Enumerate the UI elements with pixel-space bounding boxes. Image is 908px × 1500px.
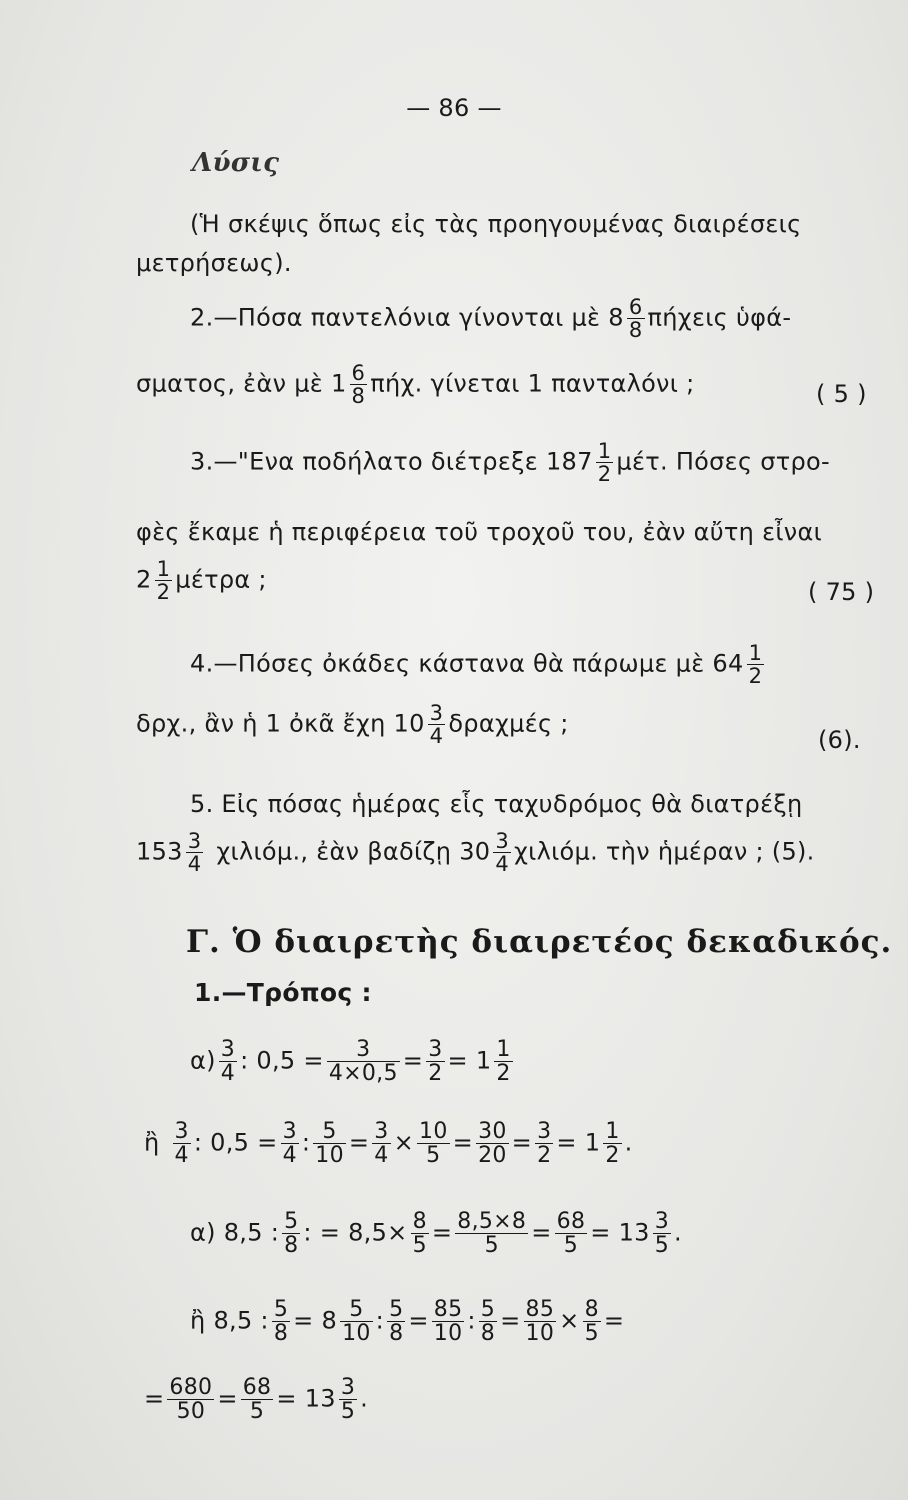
equation-3	[190, 1210, 682, 1257]
eq-operator: : 0,5 =	[240, 1046, 324, 1075]
fraction: $\frac{3}{4}$	[495, 829, 510, 877]
problem-4-answer: (6).	[818, 726, 861, 754]
eq-operator: =	[603, 1306, 625, 1335]
eq-operator: =	[348, 1128, 370, 1157]
problem-3-line-3	[136, 558, 267, 603]
fraction: $\frac{3}{5}$	[340, 1375, 356, 1425]
fraction: $\frac{1}{2}$	[156, 557, 171, 605]
problem-2-text-a: 2.—Πόσα παντελόνια γίνονται μὲ 8	[190, 303, 624, 332]
eq-label: ἢ 8,5 :	[190, 1306, 269, 1335]
fraction: $\frac{5}{8}$	[284, 1209, 299, 1259]
problem-3-text-b: μέτ. Πόσες στρο-	[616, 447, 830, 476]
fraction: $\frac{3}{5}$	[654, 1209, 670, 1259]
fraction: $\frac{3}{2}$	[537, 1119, 552, 1169]
fraction: $\frac{6}{8}$	[628, 295, 643, 343]
fraction: $\frac{30}{20}$	[478, 1119, 507, 1169]
solution-heading: Λύσις	[192, 148, 280, 178]
eq-operator: : 0,5 =	[193, 1128, 278, 1157]
eq-operator: :	[375, 1306, 385, 1335]
problem-4-line-2	[136, 702, 569, 747]
fraction: $\frac{3}{4}$	[220, 1037, 236, 1087]
eq-operator: = 1	[447, 1046, 492, 1075]
fraction: $\frac{5}{8}$	[480, 1297, 496, 1347]
fraction: $\frac{85}{10}$	[525, 1297, 555, 1347]
eq-end: .	[360, 1384, 369, 1413]
eq-operator: =	[500, 1306, 521, 1335]
section-title: Γ. Ὁ διαιρετὴς διαιρετέος δεκαδικός.	[186, 924, 893, 960]
fraction: $\frac{3}{4}$	[374, 1119, 389, 1169]
problem-2-text-c: σματος, ἐὰν μὲ 1	[136, 369, 347, 398]
problem-2-text-b: πήχεις ὑφά-	[647, 303, 792, 332]
fraction: $\frac{5}{10}$	[342, 1297, 371, 1347]
problem-5-text-c: χιλιόμ. τὴν ἡμέραν ; (5).	[514, 837, 815, 866]
problem-2-line-1	[190, 296, 791, 341]
fraction: $\frac{3}{4}$	[429, 701, 444, 749]
problem-2-text-d: πήχ. γίνεται 1 πανταλόνι ;	[370, 369, 695, 398]
fraction: $\frac{1}{2}$	[748, 641, 763, 689]
fraction: $\frac{3}{4}$	[174, 1119, 189, 1169]
fraction: $\frac{6}{8}$	[351, 361, 366, 409]
eq-label: α)	[190, 1046, 216, 1075]
fraction: $\frac{1}{2}$	[597, 439, 612, 487]
problem-3-line-2: φὲς ἔκαμε ἡ περιφέρεια τοῦ τροχοῦ του, ἐὰν αὔτη εἶναι	[136, 518, 823, 546]
fraction: $\frac{3}{4}$	[187, 829, 202, 877]
fraction: $\frac{68}{5}$	[242, 1375, 272, 1425]
problem-4-line-1	[190, 642, 767, 687]
eq-operator: =	[431, 1218, 453, 1247]
eq-operator: ×	[393, 1128, 415, 1157]
problem-3-line-1	[190, 440, 830, 485]
eq-operator: :	[467, 1306, 476, 1335]
problem-3-text-c: 2	[136, 565, 152, 594]
fraction: $\frac{5}{10}$	[315, 1119, 344, 1169]
eq-operator: =	[452, 1128, 474, 1157]
problem-3-answer: ( 75 )	[808, 578, 875, 606]
fraction: $\frac{3}{4\times 0,5}$	[328, 1037, 398, 1087]
fraction: $\frac{5}{8}$	[273, 1297, 289, 1347]
problem-5-line-1: 5. Εἰς πόσας ἡμέρας εἷς ταχυδρόμος θὰ διατρέξῃ	[190, 790, 803, 818]
eq-operator: :	[301, 1128, 311, 1157]
problem-2-line-2	[136, 362, 695, 407]
fraction: $\frac{8,5\times 8}{5}$	[457, 1209, 527, 1259]
fraction: $\frac{1}{2}$	[605, 1119, 620, 1169]
eq-operator: = 8	[293, 1306, 338, 1335]
fraction: $\frac{3}{4}$	[282, 1119, 297, 1169]
fraction: $\frac{8}{5}$	[412, 1209, 427, 1259]
equation-2	[144, 1120, 633, 1167]
eq-label: ἢ	[144, 1128, 160, 1157]
problem-4-text-b: δρχ., ἂν ἡ 1 ὀκᾶ ἔχη 10	[136, 709, 425, 738]
eq-operator: =	[408, 1306, 429, 1335]
equation-1	[190, 1038, 516, 1085]
eq-operator: = 1	[556, 1128, 601, 1157]
eq-operator: =	[511, 1128, 533, 1157]
fraction: $\frac{3}{2}$	[428, 1037, 443, 1087]
eq-operator: = 13	[276, 1384, 336, 1413]
fraction: $\frac{10}{5}$	[419, 1119, 448, 1169]
note-line-1: (Ἡ σκέψις ὅπως εἰς τὰς προηγουμένας διαιρέσεις	[190, 210, 802, 238]
equation-4	[190, 1298, 624, 1345]
problem-5-text-b: χιλιόμ., ἐὰν βαδίζῃ 30	[216, 837, 491, 866]
problem-2-answer: ( 5 )	[816, 380, 867, 408]
fraction: $\frac{680}{50}$	[169, 1375, 213, 1425]
fraction: $\frac{68}{5}$	[556, 1209, 586, 1259]
fraction: $\frac{1}{2}$	[496, 1037, 511, 1087]
eq-operator: ×	[559, 1306, 580, 1335]
problem-4-text-c: δραχμές ;	[448, 709, 569, 738]
equation-5	[144, 1376, 368, 1423]
eq-operator: = 13	[590, 1218, 650, 1247]
eq-operator: =	[217, 1384, 238, 1413]
page-number: — 86 —	[406, 94, 502, 122]
eq-end: .	[674, 1218, 682, 1247]
eq-label: α) 8,5 :	[190, 1218, 280, 1247]
eq-operator: =	[531, 1218, 552, 1247]
eq-operator: =	[144, 1384, 165, 1413]
problem-5-text-a: 153	[136, 837, 183, 866]
problem-3-text-d: μέτρα ;	[175, 565, 267, 594]
problem-3-text-a: 3.—"Ενα ποδήλατο διέτρεξε 187	[190, 447, 593, 476]
method-label: 1.—Τρόπος :	[194, 978, 372, 1007]
note-line-2: μετρήσεως).	[136, 249, 292, 277]
eq-operator: =	[402, 1046, 424, 1075]
problem-4-text-a: 4.—Πόσες ὀκάδες κάστανα θὰ πάρωμε μὲ 64	[190, 649, 744, 678]
fraction: $\frac{85}{10}$	[433, 1297, 463, 1347]
problem-5-line-2	[136, 830, 815, 875]
fraction: $\frac{8}{5}$	[584, 1297, 599, 1347]
eq-end: .	[624, 1128, 633, 1157]
fraction: $\frac{5}{8}$	[389, 1297, 404, 1347]
eq-operator: : = 8,5×	[303, 1218, 408, 1247]
